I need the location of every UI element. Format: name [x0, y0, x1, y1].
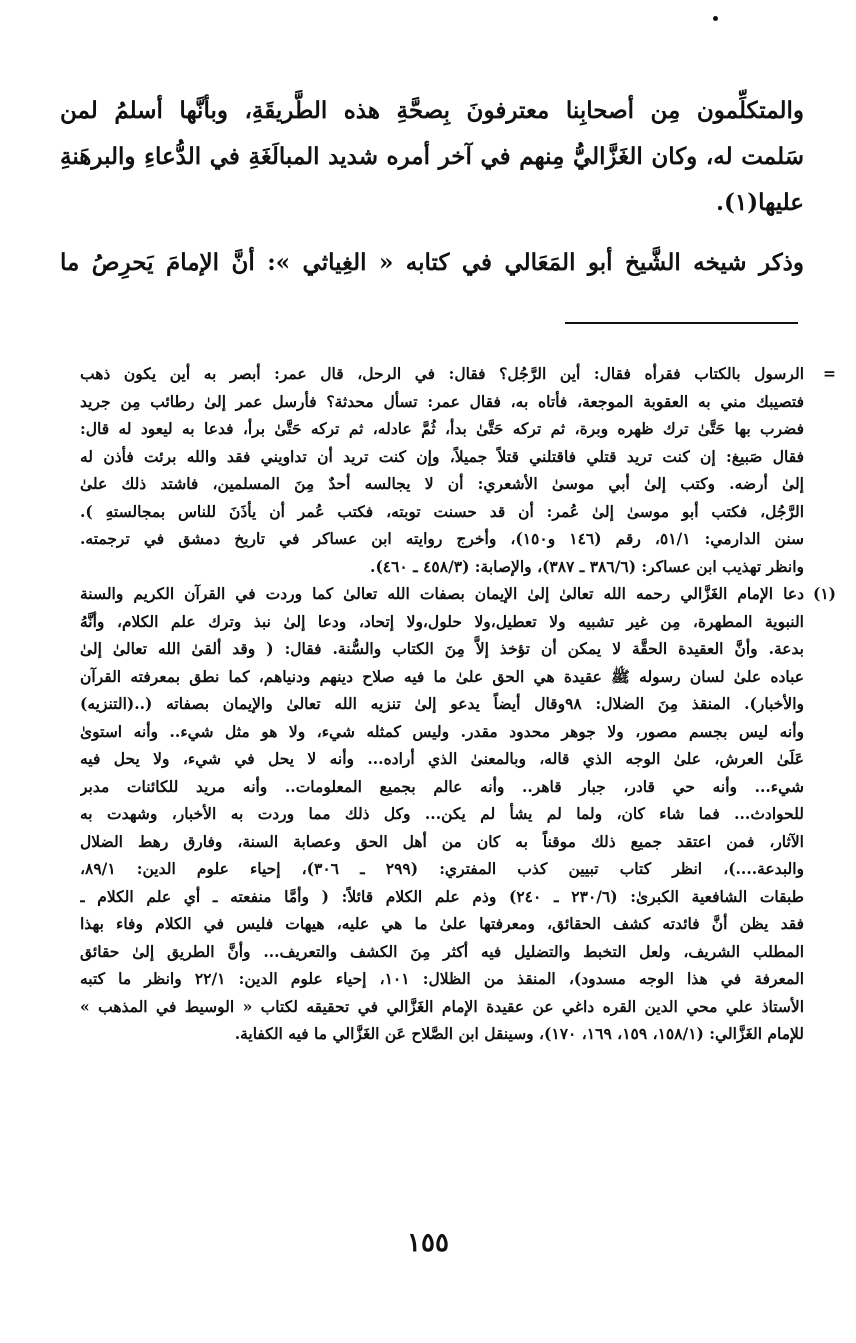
main-line: وذكر شيخه الشَّيخ أبو المَعَالي في كتابه « الغِياثي »: أنَّ الإمامَ يَحرِصُ ما: [60, 249, 804, 276]
footnote-line: شيء... وأنه حي قادر، جبار قاهر.. وأنه عالم بجميع المعلومات.. وأنه مريد للكائنات مدبر: [80, 776, 804, 796]
footnotes: [80, 360, 836, 1048]
footnote-line: الآثار، فمن اعتقد جميع ذلك موقناً به كان من أهل الحق وعصابة السنة، وفارق رهط الضلال: [80, 831, 804, 851]
main-line: عليها(١).: [715, 189, 804, 216]
footnote-line: النبوية المطهرة، مِن غير تشبيه ولا تعطيل،ولا حلول،ولا إتحاد، ودعا إلىٰ نبذ وترك علم الكلام، وأنَّهُ: [80, 611, 804, 631]
main-line: سَلمت له، وكان الغَزَّاليُّ مِنهم في آخر أمره شديد المبالَغَةِ في الدُّعاءِ والبرهَنةِ: [60, 143, 804, 170]
footnote-line: المطلب الشريف، ولعل التخبط والتضليل فيه أكثر مِنَ الكشف والتعريف... وأنَّ الطريق إلىٰ حقائق: [80, 941, 804, 961]
page-number: ١٥٥: [407, 1228, 449, 1258]
footnote-line: طبقات الشافعية الكبرىٰ: (٢٣٠/٦ ـ ٢٤٠) وذم علم الكلام قائلاً: ( وأمَّا منفعته ـ أي علم الكلام ـ: [80, 886, 804, 906]
footnote-line: إلىٰ أرضه. وكتب إلىٰ أبي موسىٰ الأشعري: أن لا يجالسه أحدٌ مِنَ المسلمين، فاشتد ذلك علىٰ: [80, 474, 804, 493]
footnote-line: عَلَىٰ العرش، علىٰ الوجه الذي قاله، وبالمعنىٰ الذي أراده... وأنه لا يحل في شيء، ولا يحل فيه: [80, 749, 804, 768]
footnote-line: بدعة. وأنَّ العقيدة الحقَّة لا يمكن أن تؤخذ إلاَّ مِنَ الكتاب والسُّنة. فقال: ( وقد ألقىٰ الله تعالىٰ إلىٰ: [80, 639, 804, 658]
footnote-line: والبدعة....)، انظر كتاب تبيين كذب المفتري: (٢٩٩ ـ ٣٠٦)، إحياء علوم الدين: ٨٩/١،: [80, 859, 804, 878]
footnote-line: للإمام الغَزَّالي: (١٥٨/١، ١٥٩، ١٦٩، ١٧٠)، وسينقل ابن الصَّلاح عَن الغَزَّالي ما فيه الكفاية.: [234, 1024, 804, 1043]
footnote-line: فقال صَبيغ: إن كنت تريد قتلي فاقتلني قتلاً جميلاً، وإن كنت تريد أن تداويني فقد والله برئت فأذن له: [80, 446, 804, 466]
footnote-line: الرسول بالكتاب فقرأه فقال: أين الرَّجُل؟ فقال: في الرحل، قال عمر: أبصر به أين يكون ذهب: [80, 364, 804, 383]
footnote-line: للحوادث... فما شاء كان، ولما لم يشأ لم يكن... وكل ذلك مما وردت به الأخبار، وشهدت به: [80, 804, 804, 823]
main-line: والمتكلِّمون مِن أصحابِنا معترفونَ بِصحَّةِ هذه الطَّريقَةِ، وبأنَّها أسلمُ لمن: [60, 97, 804, 124]
main-text-block: [60, 88, 804, 286]
footnote-line: وأنه ليس بجسم مصور، ولا جوهر محدود مقدر. وليس كمثله شيء، ولا هو مثل شيء.. وأنه استوىٰ: [80, 721, 804, 741]
footnote-line: الأستاذ علي محي الدين القره داغي عن عقيدة الإمام الغَزَّالي في تحقيقه لكتاب « الوسيط في المذهب »: [80, 996, 804, 1016]
footnote-1-marker: (١): [812, 584, 836, 603]
footnote-line: سنن الدارمي: ٥١/١، رقم (١٤٦ و١٥٠)، وأخرج روايته ابن عساكر في تاريخ دمشق في ترجمته.: [80, 529, 804, 548]
footnote-line: والأخبار). المنقذ مِنَ الضلال: ٩٨وقال أيضاً يدعو إلىٰ تنزيه الله تعالىٰ والإيمان بصفاته (..(التنزيه): [80, 694, 804, 713]
footnote-separator: [565, 322, 798, 324]
footnote-line: فضرب بها حَتَّىٰ ترك ظهره وبرة، ثم تركه حَتَّىٰ بدأ، ثُمَّ عادله، ثم تركه حَتَّىٰ برأ، فدعا به ليعود له قال:: [80, 419, 804, 438]
footnote-line: وانظر تهذيب ابن عساكر: (٣٨٦/٦ ـ ٣٨٧)، والإصابة: (٤٥٨/٣ ـ ٤٦٠).: [370, 556, 804, 576]
footnote-line: دعا الإمام الغَزَّالي رحمه الله تعالىٰ إلىٰ الإيمان بصفات الله تعالىٰ كما وردت في القرآن الكريم والسنة: [80, 584, 804, 603]
footnote-line: فتصيبك مني به العقوبة الموجعة، فأتاه به، فقال عمر: تسأل محدثة؟ فأرسل عمر إلىٰ رطائب مِن جريد: [80, 391, 804, 411]
footnote-line: فقد يظن أنَّ فائدته كشف الحقائق، ومعرفتها علىٰ ما هي عليه، هيهات فليس في الكلام وفاء بهذا: [80, 914, 804, 933]
footnote-line: المعرفة في هذا الوجه مسدود)، المنقذ من الظلال: ١٠١، إحياء علوم الدين: ٢٢/١ وانظر ما كتبه: [80, 969, 804, 988]
continuation-marker: =: [823, 364, 836, 383]
footnote-line: الرَّجُل، فكتب أبو موسىٰ إلىٰ عُمر: أن قد حسنت توبته، فكتب عُمر أن يأذَنَ للناس بمجالستهِ ).: [80, 501, 804, 521]
page-dot-mark: [713, 16, 718, 21]
footnote-line: عباده علىٰ لسان رسوله ﷺ عقيدة هي الحق علىٰ ما فيه صلاح دينهم ودنياهم، كما نطق بمعرفته القرآن: [80, 666, 804, 686]
